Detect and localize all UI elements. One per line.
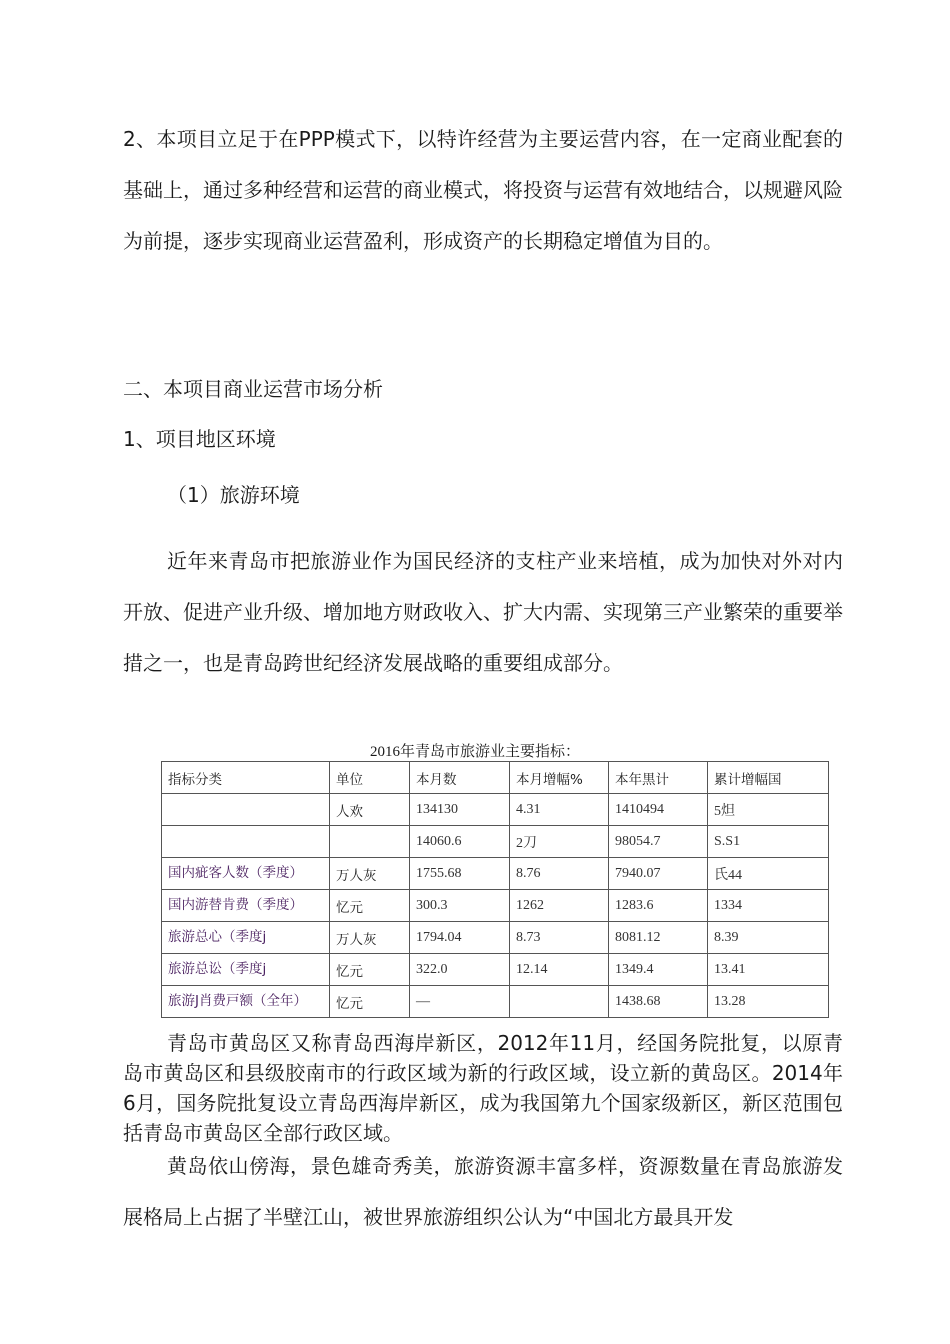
paragraph-huangdao-scenery: 黄岛依山傍海，景色雄奇秀美，旅游资源丰富多样，资源数量在青岛旅游发展格局上占据了半壁江山，被世界旅游组织公认为“中国北方最具开发 <box>123 1154 843 1229</box>
table-header-cell: 指标分类 <box>162 762 330 794</box>
table-cell-category <box>162 826 330 858</box>
table-caption: 2016年青岛市旅游业主要指标： <box>369 744 580 760</box>
tourism-indicators-table <box>161 761 829 1018</box>
table-cell-value: 5炟 <box>708 794 829 826</box>
table-cell-value: 1349.4 <box>609 954 708 986</box>
sub-subsection-heading: （1）旅游环境 <box>167 483 300 507</box>
table-cell-value: 1334 <box>708 890 829 922</box>
table-header-cell: 单位 <box>330 762 410 794</box>
paragraph-huangdao-district: 青岛市黄岛区又称青岛西海岸新区，2012年11月，经国务院批复，以原青岛市黄岛区和县级胶南市的行政区域为新的行政区域，设立新的黄岛区。2014年6月，国务院批复设立青岛西海岸新区，成为我国第九个国家级新区，新区范围包括青岛市黄岛区全部行政区域。 <box>123 1031 843 1145</box>
table-cell-value: 300.3 <box>410 890 510 922</box>
table-cell-value: 8.76 <box>510 858 609 890</box>
table-cell-category <box>162 794 330 826</box>
table-cell-unit: 忆元 <box>330 986 410 1018</box>
table-cell-value: 98054.7 <box>609 826 708 858</box>
table-cell-value: 14060.6 <box>410 826 510 858</box>
table-cell-value: 8.73 <box>510 922 609 954</box>
subsection-heading: 1、项目地区环境 <box>123 427 276 451</box>
table-cell-value: 13.41 <box>708 954 829 986</box>
table-cell-unit: 忆元 <box>330 954 410 986</box>
table-row <box>162 954 829 986</box>
table-cell-value: 134130 <box>410 794 510 826</box>
table-header-cell: 累计增幅国 <box>708 762 829 794</box>
table-cell-category: 旅游总讼（季度j <box>162 954 330 986</box>
table-cell-value: 氏44 <box>708 858 829 890</box>
table-cell-category: 国内游替肯费（季度） <box>162 890 330 922</box>
paragraph-project-basis: 2、本项目立足于在PPP模式下，以特许经营为主要运营内容，在一定商业配套的基础上，通过多种经营和运营的商业模式，将投资与运营有效地结合，以规避风险为前提，逐步实现商业运营盈利，形成资产的长期稳定增值为目的。 <box>123 127 843 253</box>
table-cell-value: 4.31 <box>510 794 609 826</box>
table-cell-value: 1438.68 <box>609 986 708 1018</box>
table-cell-value: 1755.68 <box>410 858 510 890</box>
table-header-cell: 本年黒计 <box>609 762 708 794</box>
table-row <box>162 922 829 954</box>
table-header-cell: 本月增幅% <box>510 762 609 794</box>
table-header-cell: 本月数 <box>410 762 510 794</box>
table-header-row <box>162 762 829 794</box>
table-cell-value: — <box>410 986 510 1018</box>
table-row <box>162 986 829 1018</box>
section-heading: 二、本项目商业运营市场分析 <box>123 377 383 401</box>
table-cell-value: 8.39 <box>708 922 829 954</box>
table-cell-value: 1794.04 <box>410 922 510 954</box>
paragraph-tourism-environment: 近年来青岛市把旅游业作为国民经济的支柱产业来培植，成为加快对外对内开放、促进产业升级、增加地方财政收入、扩大内需、实现第三产业繁荣的重要举措之一，也是青岛跨世纪经济发展战略的重要组成部分。 <box>123 549 843 675</box>
table-cell-value: 1283.6 <box>609 890 708 922</box>
table-cell-value: S.S1 <box>708 826 829 858</box>
table-row <box>162 858 829 890</box>
table-cell-unit: 忆元 <box>330 890 410 922</box>
table-cell-unit <box>330 826 410 858</box>
table-cell-value: 13.28 <box>708 986 829 1018</box>
table-cell-value <box>510 986 609 1018</box>
table-cell-value: 1410494 <box>609 794 708 826</box>
table-cell-unit: 万人灰 <box>330 858 410 890</box>
table-row <box>162 890 829 922</box>
table-cell-category: 国内疵客人数（季度） <box>162 858 330 890</box>
table-cell-unit: 人欢 <box>330 794 410 826</box>
table-cell-category: 旅游J肖费戸额（全年） <box>162 986 330 1018</box>
table-cell-value: 2刀 <box>510 826 609 858</box>
table-cell-value: 7940.07 <box>609 858 708 890</box>
table-cell-value: 8081.12 <box>609 922 708 954</box>
table-cell-unit: 万人灰 <box>330 922 410 954</box>
table-cell-category: 旅游总心（季度j <box>162 922 330 954</box>
table-row <box>162 826 829 858</box>
table-cell-value: 12.14 <box>510 954 609 986</box>
table-cell-value: 1262 <box>510 890 609 922</box>
table-row <box>162 794 829 826</box>
table-cell-value: 322.0 <box>410 954 510 986</box>
